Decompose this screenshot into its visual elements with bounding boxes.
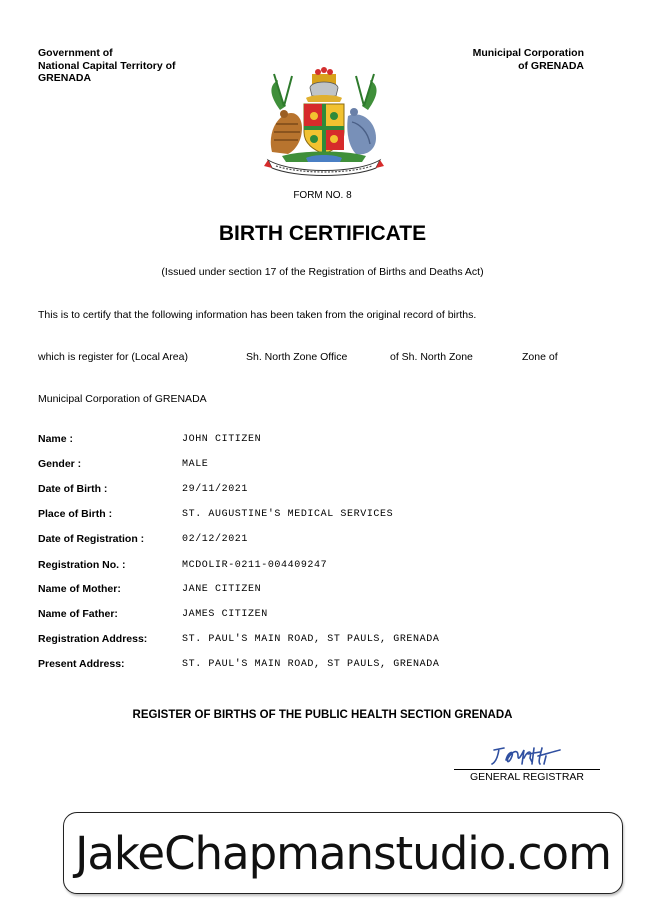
zone-of-label: Zone of: [522, 351, 558, 363]
field-value: JOHN CITIZEN: [182, 434, 262, 445]
field-label: Name of Father:: [38, 608, 118, 620]
register-note: REGISTER OF BIRTHS OF THE PUBLIC HEALTH SECTION GRENADA: [132, 709, 513, 721]
header-left-line: GRENADA: [38, 72, 92, 84]
municipal-corporation-line: Municipal Corporation of GRENADA: [38, 393, 207, 405]
register-for-label: which is register for (Local Area): [38, 351, 188, 363]
field-value: ST. AUGUSTINE'S MEDICAL SERVICES: [182, 509, 394, 520]
field-value: MCDOLIR-0211-004409247: [182, 560, 328, 571]
field-label: Date of Registration :: [38, 533, 145, 545]
field-label: Registration No. :: [38, 559, 126, 571]
field-label: Name :: [38, 433, 74, 445]
field-value: ST. PAUL'S MAIN ROAD, ST PAULS, GRENADA: [182, 659, 440, 670]
field-value: 02/12/2021: [182, 534, 249, 545]
field-label: Name of Mother:: [38, 583, 121, 595]
signature-icon: [488, 742, 564, 768]
field-value: ST. PAUL'S MAIN ROAD, ST PAULS, GRENADA: [182, 634, 440, 645]
issued-under-note: (Issued under section 17 of the Registration of Births and Deaths Act): [161, 266, 484, 278]
header-left-line: National Capital Territory of: [38, 59, 176, 72]
field-value: JANE CITIZEN: [182, 584, 262, 595]
watermark-text: JakeChapmanstudio.com: [75, 826, 611, 880]
zone-value: of Sh. North Zone: [390, 351, 473, 363]
header-left: [38, 47, 176, 85]
signature-line: [454, 769, 600, 770]
registrar-title: GENERAL REGISTRAR: [470, 771, 584, 783]
local-area-value: Sh. North Zone Office: [246, 351, 348, 363]
field-label: Place of Birth :: [38, 508, 113, 520]
field-label: Registration Address:: [38, 633, 148, 645]
field-value: MALE: [182, 459, 209, 470]
header-left-line: Government of: [38, 47, 113, 59]
header-right-line: of GRENADA: [518, 59, 584, 72]
field-value: JAMES CITIZEN: [182, 609, 268, 620]
field-label: Present Address:: [38, 658, 125, 670]
header-right-line: Municipal Corporation: [472, 47, 584, 59]
field-label: Gender :: [38, 458, 82, 470]
coat-of-arms-icon: [262, 66, 386, 178]
header-right: [473, 47, 584, 72]
form-number: FORM NO. 8: [293, 190, 352, 201]
field-label: Date of Birth :: [38, 483, 108, 495]
field-value: 29/11/2021: [182, 484, 249, 495]
certify-statement: This is to certify that the following information has been taken from the original record of births.: [38, 309, 477, 321]
watermark-banner: [63, 812, 623, 894]
certificate-title: BIRTH CERTIFICATE: [218, 222, 427, 245]
